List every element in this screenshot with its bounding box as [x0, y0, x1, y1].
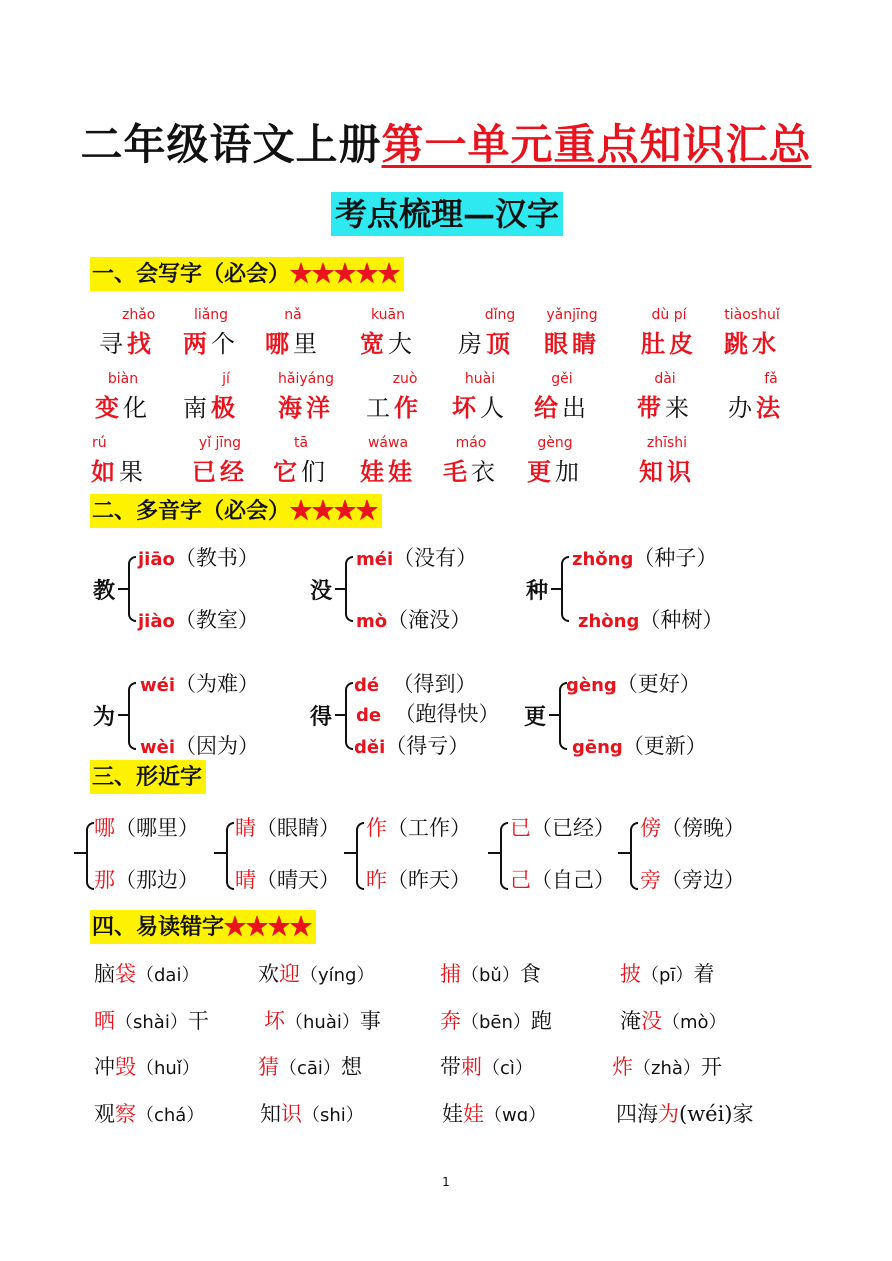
poly-reading: gēng（更新） [572, 734, 707, 758]
poly-reading: jiào（教室） [138, 608, 259, 632]
poly-reading: mò（淹没） [356, 608, 472, 632]
similar-item: 昨（昨天） [366, 868, 471, 892]
poly-reading: wéi（为难） [140, 672, 260, 696]
misread-item: 冲毁（huǐ） [94, 1055, 200, 1079]
misread-item: 披（pī）着 [620, 962, 715, 986]
similar-item: 作（工作） [366, 816, 471, 840]
poly-reading: zhǒng（种子） [572, 546, 718, 570]
poly-reading: dé （得到） [354, 672, 477, 696]
section-2-label: 二、多音字（必会） [92, 498, 291, 524]
writing-item: zuò 工作 [366, 371, 422, 422]
writing-item: máo 毛衣 [443, 435, 499, 486]
writing-item: zhīshi 知识 [639, 435, 695, 486]
misread-item: 知识（shi） [260, 1102, 364, 1126]
poly-reading: gèng（更好） [566, 672, 701, 696]
similar-item: 那（那边） [94, 868, 199, 892]
similar-item: 傍（傍晚） [640, 816, 745, 840]
misread-item: 欢迎（yíng） [258, 962, 375, 986]
poly-reading: zhòng（种树） [578, 608, 724, 632]
misread-item: 观察（chá） [94, 1102, 205, 1126]
writing-item: dù pí 肚皮 [641, 307, 697, 358]
section-3-heading [90, 760, 206, 794]
misread-item: 奔（bēn）跑 [440, 1009, 552, 1033]
poly-char: 更 [524, 704, 547, 730]
misread-item: 娃娃（wɑ） [442, 1102, 547, 1126]
misread-item: 带刺（cì） [440, 1055, 533, 1079]
writing-item: gèng 更加 [527, 435, 583, 486]
misread-item: 猜（cāi）想 [258, 1055, 362, 1079]
writing-item: yǎnjīng 眼睛 [544, 307, 600, 358]
section-2-stars: ★★★★ [290, 498, 379, 524]
writing-item: tā 它们 [273, 435, 329, 486]
section-4-label: 四、易读错字 [92, 914, 225, 940]
writing-item: tiàoshuǐ 跳水 [724, 307, 780, 358]
poly-reading: de （跑得快） [356, 702, 500, 726]
writing-item: rú 如果 [91, 435, 147, 486]
poly-reading: jiāo（教书） [138, 546, 259, 570]
misread-item: 坏（huài）事 [264, 1009, 381, 1033]
poly-char: 没 [310, 578, 333, 604]
writing-item: gěi 给出 [534, 371, 590, 422]
writing-item: wáwa 娃娃 [360, 435, 416, 486]
misread-item: 四海为(wéi)家 [616, 1102, 754, 1126]
similar-item: 已（已经） [510, 816, 615, 840]
poly-reading: wèi（因为） [140, 734, 260, 758]
writing-item: biàn 变化 [95, 371, 151, 422]
misread-item: 晒（shài）干 [94, 1009, 209, 1033]
subtitle: 考点梳理—汉字 [331, 192, 563, 236]
writing-item: nǎ 哪里 [265, 307, 321, 358]
writing-item: liǎng 两个 [183, 307, 239, 358]
page-title [0, 112, 892, 172]
section-4-heading [90, 910, 316, 944]
misread-item: 炸（zhà）开 [612, 1055, 722, 1079]
section-2-heading [90, 494, 382, 528]
writing-item: yǐ jīng 已经 [192, 435, 248, 486]
writing-item: zhǎo 寻找 [99, 307, 156, 358]
similar-item: 己（自己） [510, 868, 615, 892]
misread-item: 捕（bǔ）食 [440, 962, 541, 986]
page-number: 1 [442, 1175, 450, 1189]
poly-reading: děi（得亏） [354, 734, 470, 758]
poly-char: 种 [526, 578, 549, 604]
section-1-label: 一、会写字（必会） [92, 261, 291, 287]
writing-item: huài 坏人 [452, 371, 508, 422]
similar-item: 晴（晴天） [235, 868, 340, 892]
misread-item: 淹没（mò） [620, 1009, 727, 1033]
writing-item: dǐng 房顶 [458, 307, 516, 358]
writing-item: fǎ 办法 [728, 371, 784, 422]
section-1-heading [90, 257, 404, 291]
writing-item: kuān 宽大 [360, 307, 416, 358]
poly-char: 得 [310, 704, 333, 730]
writing-item: hǎiyáng 海洋 [278, 371, 334, 422]
poly-char: 教 [93, 578, 116, 604]
poly-reading: méi（没有） [356, 546, 478, 570]
misread-item: 脑袋（dai） [94, 962, 200, 986]
title-part-2: 第一单元重点知识汇总 [381, 120, 812, 169]
poly-char: 为 [93, 704, 116, 730]
similar-item: 睛（眼睛） [235, 816, 340, 840]
title-part-1: 二年级语文上册 [80, 120, 382, 169]
section-1-stars: ★★★★★ [290, 261, 401, 287]
writing-item: dài 带来 [637, 371, 693, 422]
section-4-stars: ★★★★ [224, 914, 313, 940]
writing-item: jí 南极 [183, 371, 239, 422]
similar-item: 旁（旁边） [640, 868, 745, 892]
similar-item: 哪（哪里） [94, 816, 199, 840]
section-3-label: 三、形近字 [92, 764, 203, 790]
